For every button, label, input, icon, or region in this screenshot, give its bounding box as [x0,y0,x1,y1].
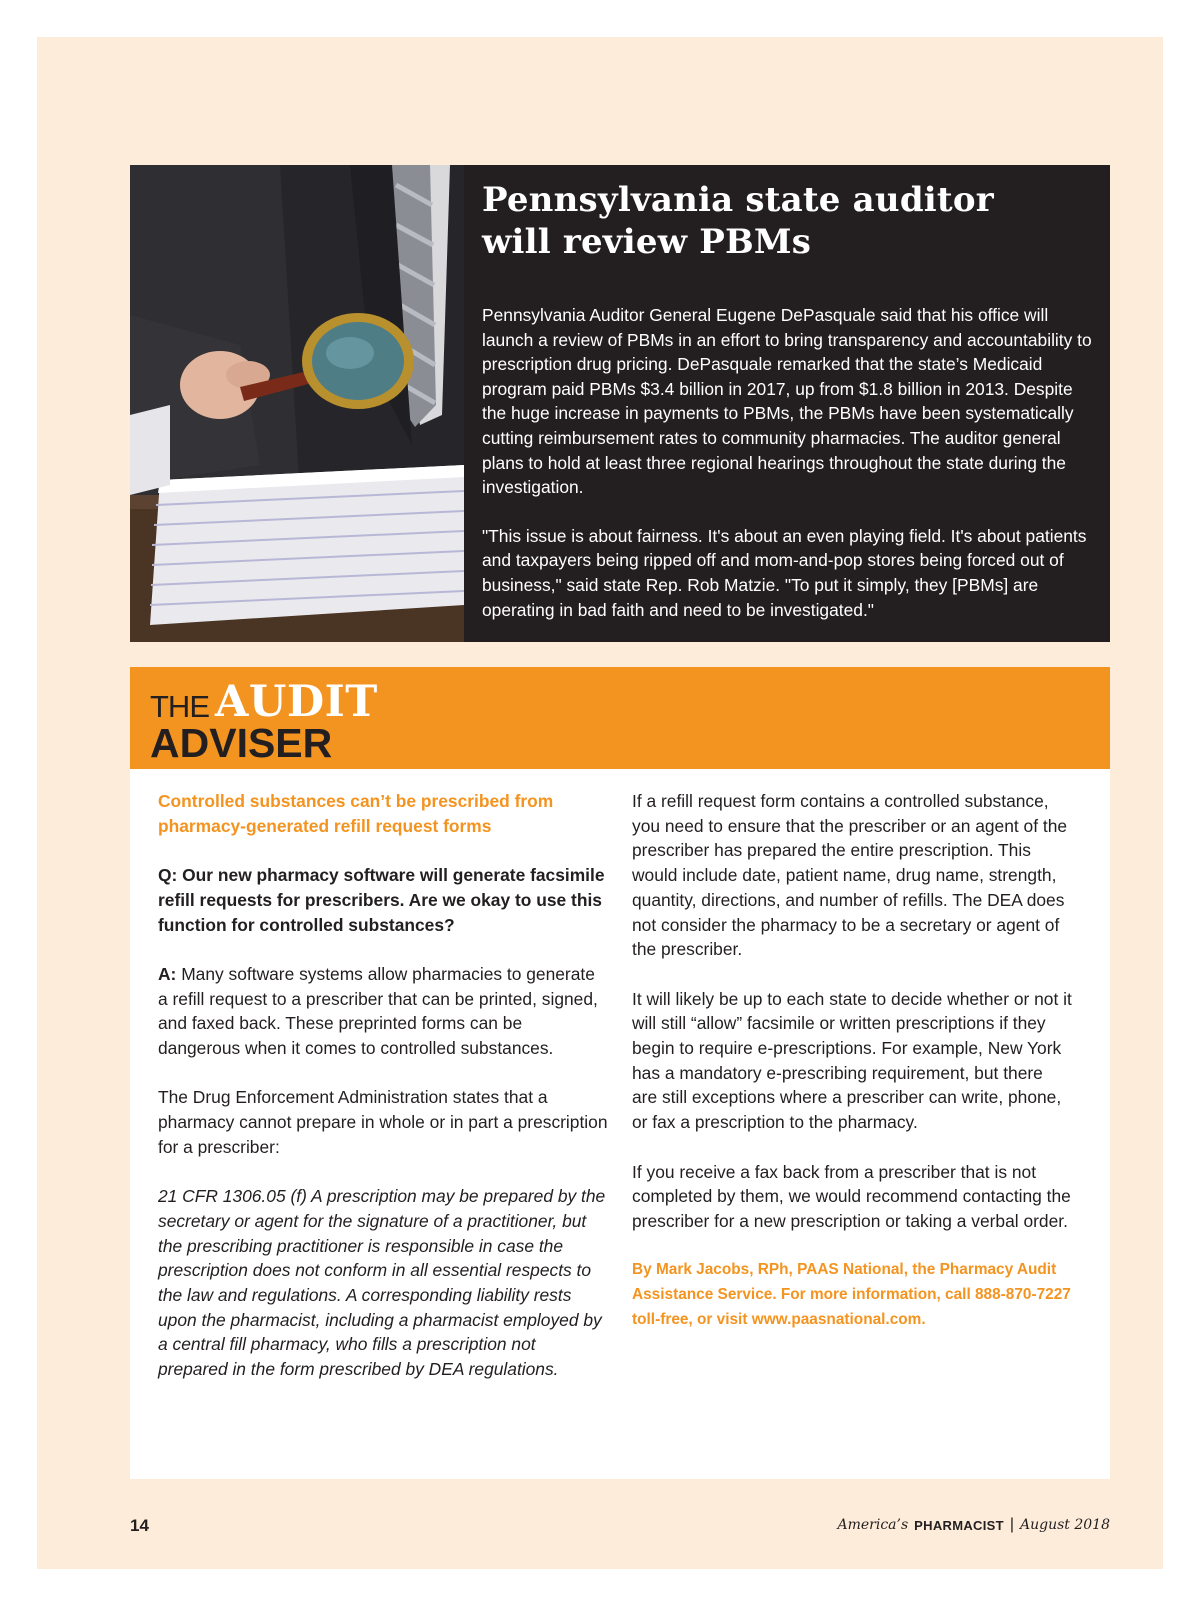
right-column [632,789,1072,1357]
question-paragraph: Q: Our new pharmacy software will generate facsimile refill requests for prescribers. Are we okay to use this function for controlled substances? [158,865,605,935]
author-byline: By Mark Jacobs, RPh, PAAS National, the Pharmacy Audit Assistance Service. For more information, call 888-870-7227 toll-free, or visit www.paasnational.com. [632,1261,1071,1328]
issue-date: August 2018 [1020,1517,1110,1533]
answer-paragraph [158,962,608,1061]
right-paragraph-2: It will likely be up to each state to decide whether or not it will still “allow” facsimile or written prescriptions if they begin to require e-prescriptions. For example, New York has a mandatory e-prescribing requirement, but there are still exceptions where a prescriber can write, phone, or fax a prescription to the pharmacy. [632,988,1072,1133]
answer-label: A: [158,963,177,984]
audit-adviser-banner [130,667,1110,769]
magazine-footer [838,1516,1111,1534]
magazine-name: PHARMACIST [914,1517,1004,1533]
feature-headline-line1: Pennsylvania state auditor [482,180,994,220]
photo-illustration [130,165,464,642]
audit-adviser-content [130,769,1110,1479]
footer-separator: | [1009,1516,1014,1533]
right-paragraph-3: If you receive a fax back from a prescriber that is not completed by them, we would recommend contacting the prescriber for a new prescription or taking a verbal order. [632,1161,1071,1231]
feature-quote-paragraph: "This issue is about fairness. It's about an even playing field. It's about patients and taxpayers being ripped off and mom-and-pop stores being forced out of business," said state Rep. Rob Matzie. "To put it simply, they [PBMs] are operating in bad faith and need to be investigated." [482,525,1087,620]
left-column [158,789,608,1407]
banner-line1 [150,679,1110,725]
regulation-quote: 21 CFR 1306.05 (f) A prescription may be prepared by the secretary or agent for the signature of a practitioner, but the prescribing practitioner is responsible in case the prescription does not conform in all essential respects to the law and regulations. A corresponding liability rests upon the pharmacist, including a pharmacist employed by a central fill pharmacy, who fills a prescription not prepared in the form prescribed by DEA regulations. [158,1186,606,1380]
magazine-prefix: America’s [837,1517,909,1533]
banner-audit: AUDIT [215,677,378,727]
page-number: 14 [130,1516,149,1535]
feature-text-panel [464,165,1110,642]
banner-adviser: ADVISER [150,720,333,766]
feature-headline-line2: will review PBMs [482,222,812,262]
banner-the: THE [150,689,209,724]
feature-headline [482,179,1092,263]
feature-article [130,165,1110,642]
answer-text: Many software systems allow pharmacies to generate a refill request to a prescriber that can be printed, signed, and faxed back. These preprinted forms can be dangerous when it comes to controlled substances. [158,963,598,1058]
right-paragraph-1: If a refill request form contains a controlled substance, you need to ensure that the prescriber or an agent of the prescriber has prepared the entire prescription. This would include date, patient name, drug name, strength, quantity, directions, and number of refills. The DEA does not consider the pharmacy to be a secretary or agent of the prescriber. [632,791,1068,960]
dea-paragraph: The Drug Enforcement Administration states that a pharmacy cannot prepare in whole or in part a prescription for a prescriber: [158,1087,608,1157]
auditor-magnifying-glass-photo [130,165,464,642]
column-headline: Controlled substances can’t be prescribed from pharmacy-generated refill request forms [158,791,554,836]
feature-paragraph: Pennsylvania Auditor General Eugene DePasquale said that his office will launch a review of PBMs in an effort to bring transparency and accountability to prescription drug pricing. DePasquale remarked that the state’s Medicaid program paid PBMs $3.4 billion in 2017, up from $1.8 billion in 2013. Despite the huge increase in payments to PBMs, the PBMs have been systematically cutting reimbursement rates to community pharmacies. The auditor general plans to hold at least three regional hearings throughout the state during the investigation. [482,305,1092,498]
